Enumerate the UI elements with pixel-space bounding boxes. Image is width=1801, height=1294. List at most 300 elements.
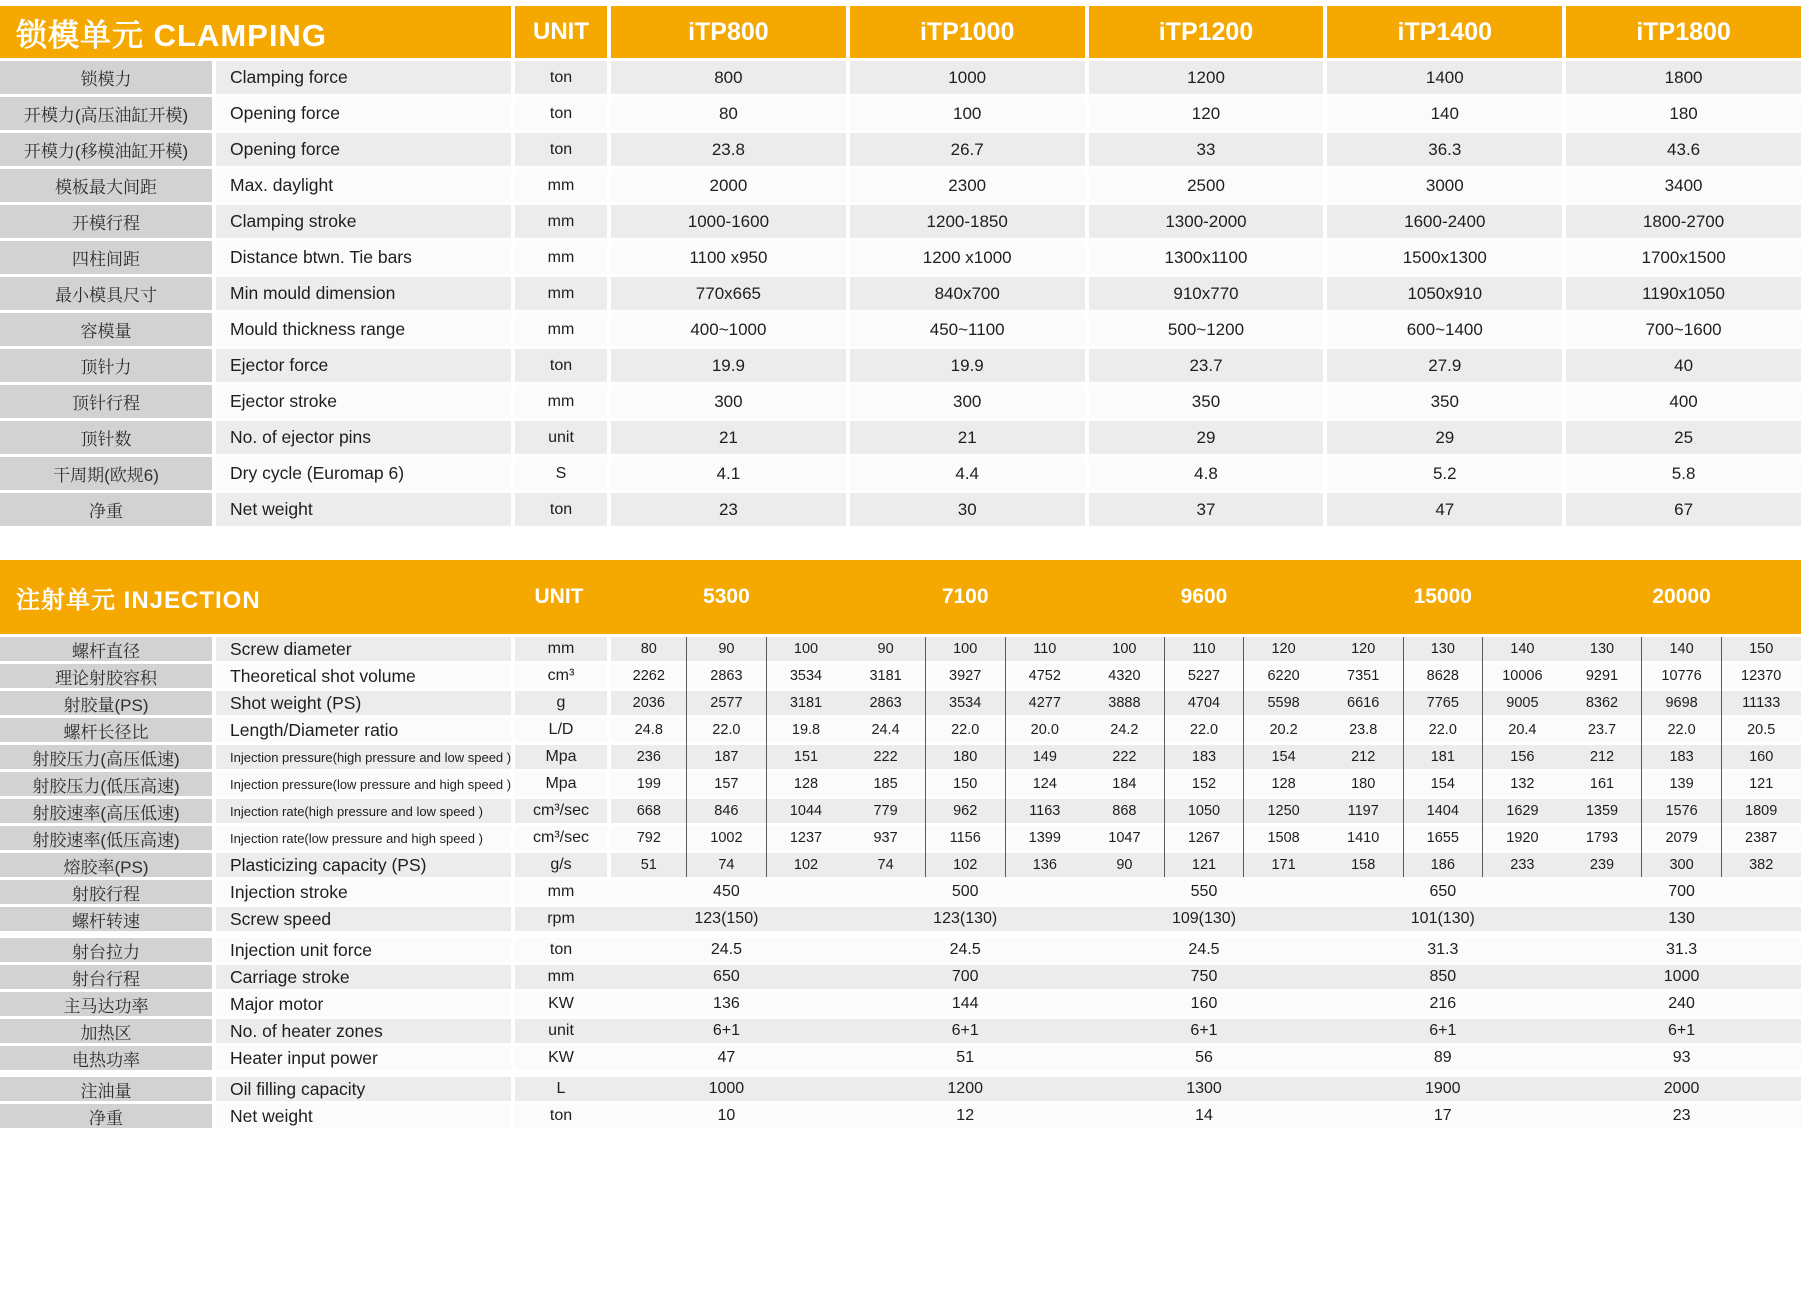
- spec-value: 1900: [1323, 1077, 1562, 1101]
- spec-value: 3927: [925, 664, 1005, 688]
- spec-value: 140: [1642, 637, 1722, 661]
- spec-value: 26.7: [846, 133, 1085, 166]
- spec-value: 3534: [766, 664, 846, 688]
- spec-value: 21: [846, 421, 1085, 454]
- row-label-cn: 射胶速率(高压低速): [0, 799, 212, 823]
- spec-value: 22.0: [925, 718, 1005, 742]
- spec-value: 1800-2700: [1562, 205, 1801, 238]
- spec-value: 650: [607, 965, 846, 989]
- spec-row: [0, 97, 1801, 130]
- spec-value: 1200: [846, 1077, 1085, 1101]
- column-divider: [1403, 637, 1404, 877]
- spec-value: 29: [1323, 421, 1562, 454]
- spec-row: [0, 385, 1801, 418]
- spec-value: 1300: [1085, 1077, 1324, 1101]
- row-label-en: Distance btwn. Tie bars: [212, 241, 511, 274]
- spec-value: 14: [1085, 1104, 1324, 1128]
- row-unit: Mpa: [511, 745, 607, 769]
- spec-row: [0, 493, 1801, 526]
- spec-value: 102: [766, 853, 846, 877]
- spec-value: 109(130): [1085, 907, 1324, 931]
- spec-value: 1300x1100: [1085, 241, 1324, 274]
- row-label-en: Theoretical shot volume: [212, 664, 511, 688]
- row-label-cn: 螺杆直径: [0, 637, 212, 661]
- spec-value: 10: [607, 1104, 846, 1128]
- spec-value: 136: [607, 992, 846, 1016]
- spec-value: 1047: [1085, 826, 1165, 850]
- spec-row: [0, 205, 1801, 238]
- unit-column-header: UNIT: [511, 6, 607, 58]
- spec-value: 1359: [1562, 799, 1642, 823]
- spec-value: 750: [1085, 965, 1324, 989]
- row-label-en: Opening force: [212, 97, 511, 130]
- spec-value: 19.8: [766, 718, 846, 742]
- spec-value: 23: [607, 493, 846, 526]
- spec-value: 2000: [607, 169, 846, 202]
- row-unit: mm: [511, 880, 607, 904]
- spec-value: 6+1: [1323, 1019, 1562, 1043]
- row-label-cn: 顶针数: [0, 421, 212, 454]
- row-label-en: No. of heater zones: [212, 1019, 511, 1043]
- row-label-cn: 射胶量(PS): [0, 691, 212, 715]
- spec-row: [0, 664, 1801, 688]
- spec-value: 6616: [1323, 691, 1403, 715]
- row-label-en: Ejector stroke: [212, 385, 511, 418]
- row-label-cn: 开模力(高压油缸开模): [0, 97, 212, 130]
- spec-value: 160: [1721, 745, 1801, 769]
- clamping-section-header: [0, 6, 1801, 58]
- spec-value: 100: [846, 97, 1085, 130]
- spec-value: 910x770: [1085, 277, 1324, 310]
- model-header-itp1000: iTP1000: [846, 6, 1085, 58]
- spec-row: [0, 718, 1801, 742]
- row-label-en: Screw speed: [212, 907, 511, 931]
- row-unit: ton: [511, 349, 607, 382]
- spec-value: 1576: [1642, 799, 1722, 823]
- spec-value: 236: [607, 745, 687, 769]
- spec-value: 846: [687, 799, 767, 823]
- spec-value: 3181: [766, 691, 846, 715]
- spec-row: [0, 241, 1801, 274]
- spec-row: [0, 853, 1801, 877]
- injection-model-header-20000: 20000: [1562, 560, 1801, 634]
- spec-value: 1793: [1562, 826, 1642, 850]
- row-label-cn: 净重: [0, 493, 212, 526]
- spec-value: 700: [1562, 880, 1801, 904]
- spec-value: 1050: [1164, 799, 1244, 823]
- row-unit: cm³: [511, 664, 607, 688]
- spec-row: [0, 772, 1801, 796]
- spec-value: 199: [607, 772, 687, 796]
- spec-row: [0, 799, 1801, 823]
- spec-value: 154: [1244, 745, 1324, 769]
- spec-value: 22.0: [1642, 718, 1722, 742]
- row-unit: ton: [511, 493, 607, 526]
- spec-value: 1809: [1721, 799, 1801, 823]
- spec-value: 100: [925, 637, 1005, 661]
- spec-value: 171: [1244, 853, 1324, 877]
- spec-value: 19.9: [846, 349, 1085, 382]
- row-unit: L: [511, 1077, 607, 1101]
- spec-row: [0, 938, 1801, 962]
- spec-value: 22.0: [687, 718, 767, 742]
- spec-value: 110: [1005, 637, 1085, 661]
- row-label-en: No. of ejector pins: [212, 421, 511, 454]
- spec-value: 4.1: [607, 457, 846, 490]
- row-label-en: Clamping force: [212, 61, 511, 94]
- injection-section-title: 注射单元 INJECTION: [0, 560, 511, 634]
- spec-value: 140: [1483, 637, 1563, 661]
- spec-value: 3000: [1323, 169, 1562, 202]
- injection-model-header-7100: 7100: [846, 560, 1085, 634]
- row-unit: mm: [511, 637, 607, 661]
- spec-value: 27.9: [1323, 349, 1562, 382]
- spec-row: [0, 1019, 1801, 1043]
- spec-value: 180: [925, 745, 1005, 769]
- row-unit: mm: [511, 241, 607, 274]
- row-label-en: Length/Diameter ratio: [212, 718, 511, 742]
- spec-value: 23: [1562, 1104, 1801, 1128]
- spec-value: 47: [1323, 493, 1562, 526]
- spec-value: 100: [766, 637, 846, 661]
- spec-value: 6+1: [846, 1019, 1085, 1043]
- spec-value: 1237: [766, 826, 846, 850]
- spec-value: 140: [1323, 97, 1562, 130]
- spec-value: 130: [1562, 637, 1642, 661]
- spec-value: 24.5: [1085, 938, 1324, 962]
- spec-value: 93: [1562, 1046, 1801, 1070]
- spec-row: [0, 133, 1801, 166]
- row-label-cn: 射胶速率(低压高速): [0, 826, 212, 850]
- spec-value: 4277: [1005, 691, 1085, 715]
- column-divider: [686, 637, 687, 877]
- spec-value: 185: [846, 772, 926, 796]
- spec-value: 149: [1005, 745, 1085, 769]
- row-unit: KW: [511, 1046, 607, 1070]
- spec-value: 150: [1721, 637, 1801, 661]
- spec-value: 2500: [1085, 169, 1324, 202]
- spec-value: 160: [1085, 992, 1324, 1016]
- clamping-rows: [0, 61, 1801, 526]
- spec-value: 23.8: [607, 133, 846, 166]
- spec-value: 56: [1085, 1046, 1324, 1070]
- spec-value: 24.5: [607, 938, 846, 962]
- spec-value: 7351: [1323, 664, 1403, 688]
- spec-value: 31.3: [1562, 938, 1801, 962]
- row-label-en: Screw diameter: [212, 637, 511, 661]
- spec-value: 30: [846, 493, 1085, 526]
- row-label-en: Shot weight (PS): [212, 691, 511, 715]
- spec-value: 47: [607, 1046, 846, 1070]
- row-unit: rpm: [511, 907, 607, 931]
- clamping-section-title: 锁模单元 CLAMPING: [0, 6, 511, 58]
- spec-value: 24.4: [846, 718, 926, 742]
- spec-value: 240: [1562, 992, 1801, 1016]
- row-unit: mm: [511, 313, 607, 346]
- spec-value: 1920: [1483, 826, 1563, 850]
- spec-value: 1267: [1164, 826, 1244, 850]
- spec-value: 500~1200: [1085, 313, 1324, 346]
- spec-value: 24.5: [846, 938, 1085, 962]
- row-unit: KW: [511, 992, 607, 1016]
- row-label-cn: 锁模力: [0, 61, 212, 94]
- spec-value: 400: [1562, 385, 1801, 418]
- spec-value: 20.4: [1483, 718, 1563, 742]
- spec-value: 11133: [1721, 691, 1801, 715]
- spec-value: 770x665: [607, 277, 846, 310]
- spec-value: 9291: [1562, 664, 1642, 688]
- spec-value: 6220: [1244, 664, 1324, 688]
- spec-value: 2079: [1642, 826, 1722, 850]
- spec-value: 157: [687, 772, 767, 796]
- spec-value: 130: [1403, 637, 1483, 661]
- spec-value: 4.4: [846, 457, 1085, 490]
- spec-value: 868: [1085, 799, 1165, 823]
- spec-value: 1400: [1323, 61, 1562, 94]
- spec-value: 2863: [687, 664, 767, 688]
- spec-row: [0, 637, 1801, 661]
- spec-value: 450~1100: [846, 313, 1085, 346]
- injection-merged-rows: [0, 880, 1801, 1128]
- spec-value: 216: [1323, 992, 1562, 1016]
- row-label-cn: 注油量: [0, 1077, 212, 1101]
- spec-value: 12370: [1721, 664, 1801, 688]
- spec-value: 1629: [1483, 799, 1563, 823]
- spec-value: 6+1: [1085, 1019, 1324, 1043]
- spec-value: 154: [1403, 772, 1483, 796]
- spec-row: [0, 61, 1801, 94]
- spec-row: [0, 1077, 1801, 1101]
- spec-row: [0, 826, 1801, 850]
- row-unit: mm: [511, 277, 607, 310]
- spec-value: 212: [1562, 745, 1642, 769]
- spec-value: 90: [1085, 853, 1165, 877]
- spec-value: 20.0: [1005, 718, 1085, 742]
- injection-unit-column-header: UNIT: [511, 560, 607, 634]
- spec-row: [0, 880, 1801, 904]
- spec-value: 450: [607, 880, 846, 904]
- spec-value: 350: [1323, 385, 1562, 418]
- spec-value: 151: [766, 745, 846, 769]
- spec-value: 1300-2000: [1085, 205, 1324, 238]
- spec-value: 128: [1244, 772, 1324, 796]
- spec-value: 800: [607, 61, 846, 94]
- spec-value: 51: [846, 1046, 1085, 1070]
- spec-value: 183: [1642, 745, 1722, 769]
- row-label-en: Injection stroke: [212, 880, 511, 904]
- spec-value: 222: [1085, 745, 1165, 769]
- spec-value: 40: [1562, 349, 1801, 382]
- row-label-en: Carriage stroke: [212, 965, 511, 989]
- injection-section-header: [0, 560, 1801, 634]
- row-label-cn: 熔胶率(PS): [0, 853, 212, 877]
- spec-value: 74: [846, 853, 926, 877]
- spec-value: 3181: [846, 664, 926, 688]
- spec-value: 120: [1085, 97, 1324, 130]
- spec-value: 2036: [607, 691, 687, 715]
- spec-value: 239: [1562, 853, 1642, 877]
- spec-value: 4.8: [1085, 457, 1324, 490]
- spec-row: [0, 745, 1801, 769]
- column-divider: [925, 637, 926, 877]
- spec-value: 1655: [1403, 826, 1483, 850]
- model-header-itp800: iTP800: [607, 6, 846, 58]
- model-header-itp1400: iTP1400: [1323, 6, 1562, 58]
- spec-row: [0, 457, 1801, 490]
- spec-row: [0, 1104, 1801, 1128]
- spec-value: 37: [1085, 493, 1324, 526]
- row-label-cn: 净重: [0, 1104, 212, 1128]
- spec-value: 186: [1403, 853, 1483, 877]
- spec-value: 123(150): [607, 907, 846, 931]
- column-divider: [1243, 637, 1244, 877]
- row-label-cn: 主马达功率: [0, 992, 212, 1016]
- spec-value: 850: [1323, 965, 1562, 989]
- spec-value: 1800: [1562, 61, 1801, 94]
- spec-value: 121: [1164, 853, 1244, 877]
- spec-value: 19.9: [607, 349, 846, 382]
- spec-value: 962: [925, 799, 1005, 823]
- spec-value: 3534: [925, 691, 1005, 715]
- row-label-en: Min mould dimension: [212, 277, 511, 310]
- spec-value: 1410: [1323, 826, 1403, 850]
- spec-value: 74: [687, 853, 767, 877]
- row-unit: ton: [511, 133, 607, 166]
- spec-value: 110: [1164, 637, 1244, 661]
- row-unit: unit: [511, 1019, 607, 1043]
- spec-value: 150: [925, 772, 1005, 796]
- spec-value: 6+1: [1562, 1019, 1801, 1043]
- row-label-en: Oil filling capacity: [212, 1077, 511, 1101]
- spec-value: 500: [846, 880, 1085, 904]
- column-divider: [1482, 637, 1483, 877]
- spec-value: 6+1: [607, 1019, 846, 1043]
- spec-value: 29: [1085, 421, 1324, 454]
- spec-value: 3400: [1562, 169, 1801, 202]
- spec-value: 161: [1562, 772, 1642, 796]
- row-label-cn: 加热区: [0, 1019, 212, 1043]
- spec-value: 80: [607, 97, 846, 130]
- row-label-en: Dry cycle (Euromap 6): [212, 457, 511, 490]
- spec-value: 121: [1721, 772, 1801, 796]
- column-divider: [1641, 637, 1642, 877]
- spec-value: 1000-1600: [607, 205, 846, 238]
- row-unit: ton: [511, 61, 607, 94]
- spec-value: 8362: [1562, 691, 1642, 715]
- spec-value: 1000: [1562, 965, 1801, 989]
- row-label-cn: 四柱间距: [0, 241, 212, 274]
- row-label-cn: 射胶压力(低压高速): [0, 772, 212, 796]
- spec-value: 23.7: [1085, 349, 1324, 382]
- spec-value: 382: [1721, 853, 1801, 877]
- spec-value: 22.0: [1403, 718, 1483, 742]
- row-label-en: Clamping stroke: [212, 205, 511, 238]
- spec-value: 89: [1323, 1046, 1562, 1070]
- spec-value: 21: [607, 421, 846, 454]
- row-label-en: Injection rate(high pressure and low speed ): [212, 799, 511, 823]
- injection-model-header-5300: 5300: [607, 560, 846, 634]
- spec-value: 181: [1403, 745, 1483, 769]
- row-unit: mm: [511, 385, 607, 418]
- spec-row: [0, 277, 1801, 310]
- row-label-cn: 螺杆转速: [0, 907, 212, 931]
- spec-value: 1508: [1244, 826, 1324, 850]
- spec-value: 212: [1323, 745, 1403, 769]
- spec-value: 233: [1483, 853, 1563, 877]
- row-unit: g/s: [511, 853, 607, 877]
- spec-value: 1500x1300: [1323, 241, 1562, 274]
- row-label-cn: 开模力(移模油缸开模): [0, 133, 212, 166]
- spec-value: 10776: [1642, 664, 1722, 688]
- spec-value: 600~1400: [1323, 313, 1562, 346]
- spec-value: 222: [846, 745, 926, 769]
- row-label-cn: 模板最大间距: [0, 169, 212, 202]
- spec-value: 158: [1323, 853, 1403, 877]
- row-unit: S: [511, 457, 607, 490]
- spec-value: 139: [1642, 772, 1722, 796]
- spec-row: [0, 349, 1801, 382]
- spec-value: 130: [1562, 907, 1801, 931]
- spec-value: 12: [846, 1104, 1085, 1128]
- row-unit: g: [511, 691, 607, 715]
- spec-value: 9005: [1483, 691, 1563, 715]
- spec-value: 1163: [1005, 799, 1085, 823]
- spec-value: 90: [687, 637, 767, 661]
- row-label-cn: 射台行程: [0, 965, 212, 989]
- spec-value: 184: [1085, 772, 1165, 796]
- spec-value: 120: [1244, 637, 1324, 661]
- spec-value: 17: [1323, 1104, 1562, 1128]
- spec-value: 183: [1164, 745, 1244, 769]
- row-unit: ton: [511, 938, 607, 962]
- row-label-en: Max. daylight: [212, 169, 511, 202]
- column-divider: [1721, 637, 1722, 877]
- spec-value: 779: [846, 799, 926, 823]
- spec-value: 1000: [846, 61, 1085, 94]
- row-label-en: Plasticizing capacity (PS): [212, 853, 511, 877]
- spec-value: 136: [1005, 853, 1085, 877]
- column-divider: [1005, 637, 1006, 877]
- spec-value: 102: [925, 853, 1005, 877]
- row-label-en: Major motor: [212, 992, 511, 1016]
- spec-row: [0, 965, 1801, 989]
- spec-value: 80: [607, 637, 687, 661]
- spec-value: 550: [1085, 880, 1324, 904]
- spec-value: 180: [1562, 97, 1801, 130]
- spec-value: 1250: [1244, 799, 1324, 823]
- spec-value: 2577: [687, 691, 767, 715]
- row-label-en: Heater input power: [212, 1046, 511, 1070]
- spec-value: 23.8: [1323, 718, 1403, 742]
- spec-value: 300: [607, 385, 846, 418]
- spec-value: 101(130): [1323, 907, 1562, 931]
- spec-value: 5.2: [1323, 457, 1562, 490]
- injection-detail-rows: [0, 637, 1801, 877]
- row-label-cn: 顶针力: [0, 349, 212, 382]
- spec-value: 20.2: [1244, 718, 1324, 742]
- row-unit: Mpa: [511, 772, 607, 796]
- spec-value: 36.3: [1323, 133, 1562, 166]
- spec-value: 1190x1050: [1562, 277, 1801, 310]
- spec-value: 4704: [1164, 691, 1244, 715]
- spec-value: 1002: [687, 826, 767, 850]
- row-unit: mm: [511, 205, 607, 238]
- spec-value: 2863: [846, 691, 926, 715]
- spec-value: 2262: [607, 664, 687, 688]
- spec-value: 144: [846, 992, 1085, 1016]
- row-label-en: Opening force: [212, 133, 511, 166]
- spec-value: 3888: [1085, 691, 1165, 715]
